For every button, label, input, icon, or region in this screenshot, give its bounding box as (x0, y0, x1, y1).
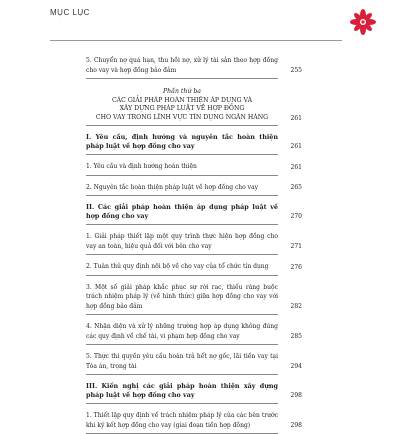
section-title: III. Kiến nghị các giải pháp hoàn thiện xây dựng pháp luật về hợp đồng cho vay (86, 382, 278, 399)
toc-list (86, 56, 278, 434)
entry-title: 2. Tuân thủ quy định nội bộ về cho vay của tổ chức tín dụng (86, 263, 269, 270)
page-number: 294 (290, 363, 302, 370)
entry-separator (86, 125, 278, 126)
entry-title: 3. Một số giải pháp khắc phục sự rời rạc, thiếu ràng buộc trách nhiệm pháp lý (về hình thức) giữa hợp đồng cho vay với hợp đồng bảo đảm (86, 283, 278, 310)
entry-separator (86, 175, 278, 176)
toc-section (86, 133, 278, 151)
page-number: 270 (290, 213, 302, 220)
entry-separator (86, 275, 278, 276)
page-number: 265 (290, 184, 302, 191)
toc-part (86, 88, 278, 122)
page-number: 298 (290, 422, 302, 429)
header-rule (50, 40, 342, 41)
toc-section (86, 382, 278, 400)
entry-separator (86, 374, 278, 375)
toc-entry (86, 411, 278, 430)
entry-separator (86, 195, 278, 196)
page-number: 261 (290, 163, 302, 171)
entry-title: 2. Nguyên tắc hoàn thiện pháp luật về hợp đồng cho vay (86, 183, 259, 191)
part-title-line: CÁC GIẢI PHÁP HOÀN THIỆN ÁP DỤNG VÀ (111, 96, 253, 104)
entry-separator (86, 154, 278, 155)
page-number: 285 (290, 333, 302, 340)
toc-entry (86, 262, 278, 272)
entry-separator (86, 314, 278, 315)
part-title-line: XÂY DỰNG PHÁP LUẬT VỀ HỢP ĐỒNG (119, 105, 245, 112)
page-number: 261 (290, 114, 302, 122)
toc-entry (86, 183, 278, 193)
page-number: 298 (290, 392, 302, 399)
entry-separator (86, 224, 278, 225)
page-number: 255 (290, 67, 302, 74)
toc-section (86, 203, 278, 221)
entry-title: 5. Chuyển nợ quá hạn, thu hồi nợ, xử lý tài sản theo hợp đồng cho vay và hợp đồng bảo đảm (86, 57, 278, 74)
entry-title: 1. Yêu cầu và định hướng hoàn thiện (86, 163, 197, 170)
section-title: I. Yêu cầu, định hướng và nguyên tắc hoàn thiện pháp luật về hợp đồng cho vay (86, 133, 278, 150)
entry-title: 1. Giải pháp thiết lập một quy trình thực hiện hợp đồng cho vay an toàn, hiệu quả đối với bên cho vay (86, 233, 278, 250)
page-number: 261 (290, 143, 302, 150)
page-number: 276 (290, 263, 302, 271)
part-heading: Phần thứ ba (163, 88, 201, 95)
entry-separator (86, 344, 278, 345)
page-number: 271 (290, 243, 302, 250)
entry-title: 4. Nhận diện và xử lý những trường hợp áp dụng không đúng các quy định về chế tài, vi phạm hợp đồng cho vay (86, 323, 278, 340)
entry-separator (86, 254, 278, 255)
toc-entry (86, 352, 278, 371)
toc-entry (86, 232, 278, 251)
toc-entry (86, 322, 278, 341)
toc-entry (86, 283, 278, 312)
entry-title: 1. Thiết lập quy định về trách nhiệm pháp lý của các bên trước khi ký kết hợp đồng cho vay (giai đoạn tiền hợp đồng) (86, 412, 278, 429)
header-label: MỤC LỤC (50, 8, 90, 17)
toc-entry (86, 162, 278, 172)
flower-logo-icon (350, 8, 376, 38)
entry-separator (86, 78, 278, 79)
page-header (50, 8, 370, 48)
page-number: 282 (290, 303, 302, 310)
section-title: II. Các giải pháp hoàn thiện áp dụng pháp luật về hợp đồng cho vay (86, 203, 278, 220)
entry-title: 5. Thực thi quyền yêu cầu hoàn trả hết nợ gốc, lãi tiền vay tại Tòa án, trọng tài (86, 353, 278, 370)
entry-separator (86, 403, 278, 404)
part-title-line: CHO VAY TRONG LĨNH VỰC TÍN DỤNG NGÂN HÀNG (95, 113, 269, 121)
toc-entry (86, 56, 278, 75)
